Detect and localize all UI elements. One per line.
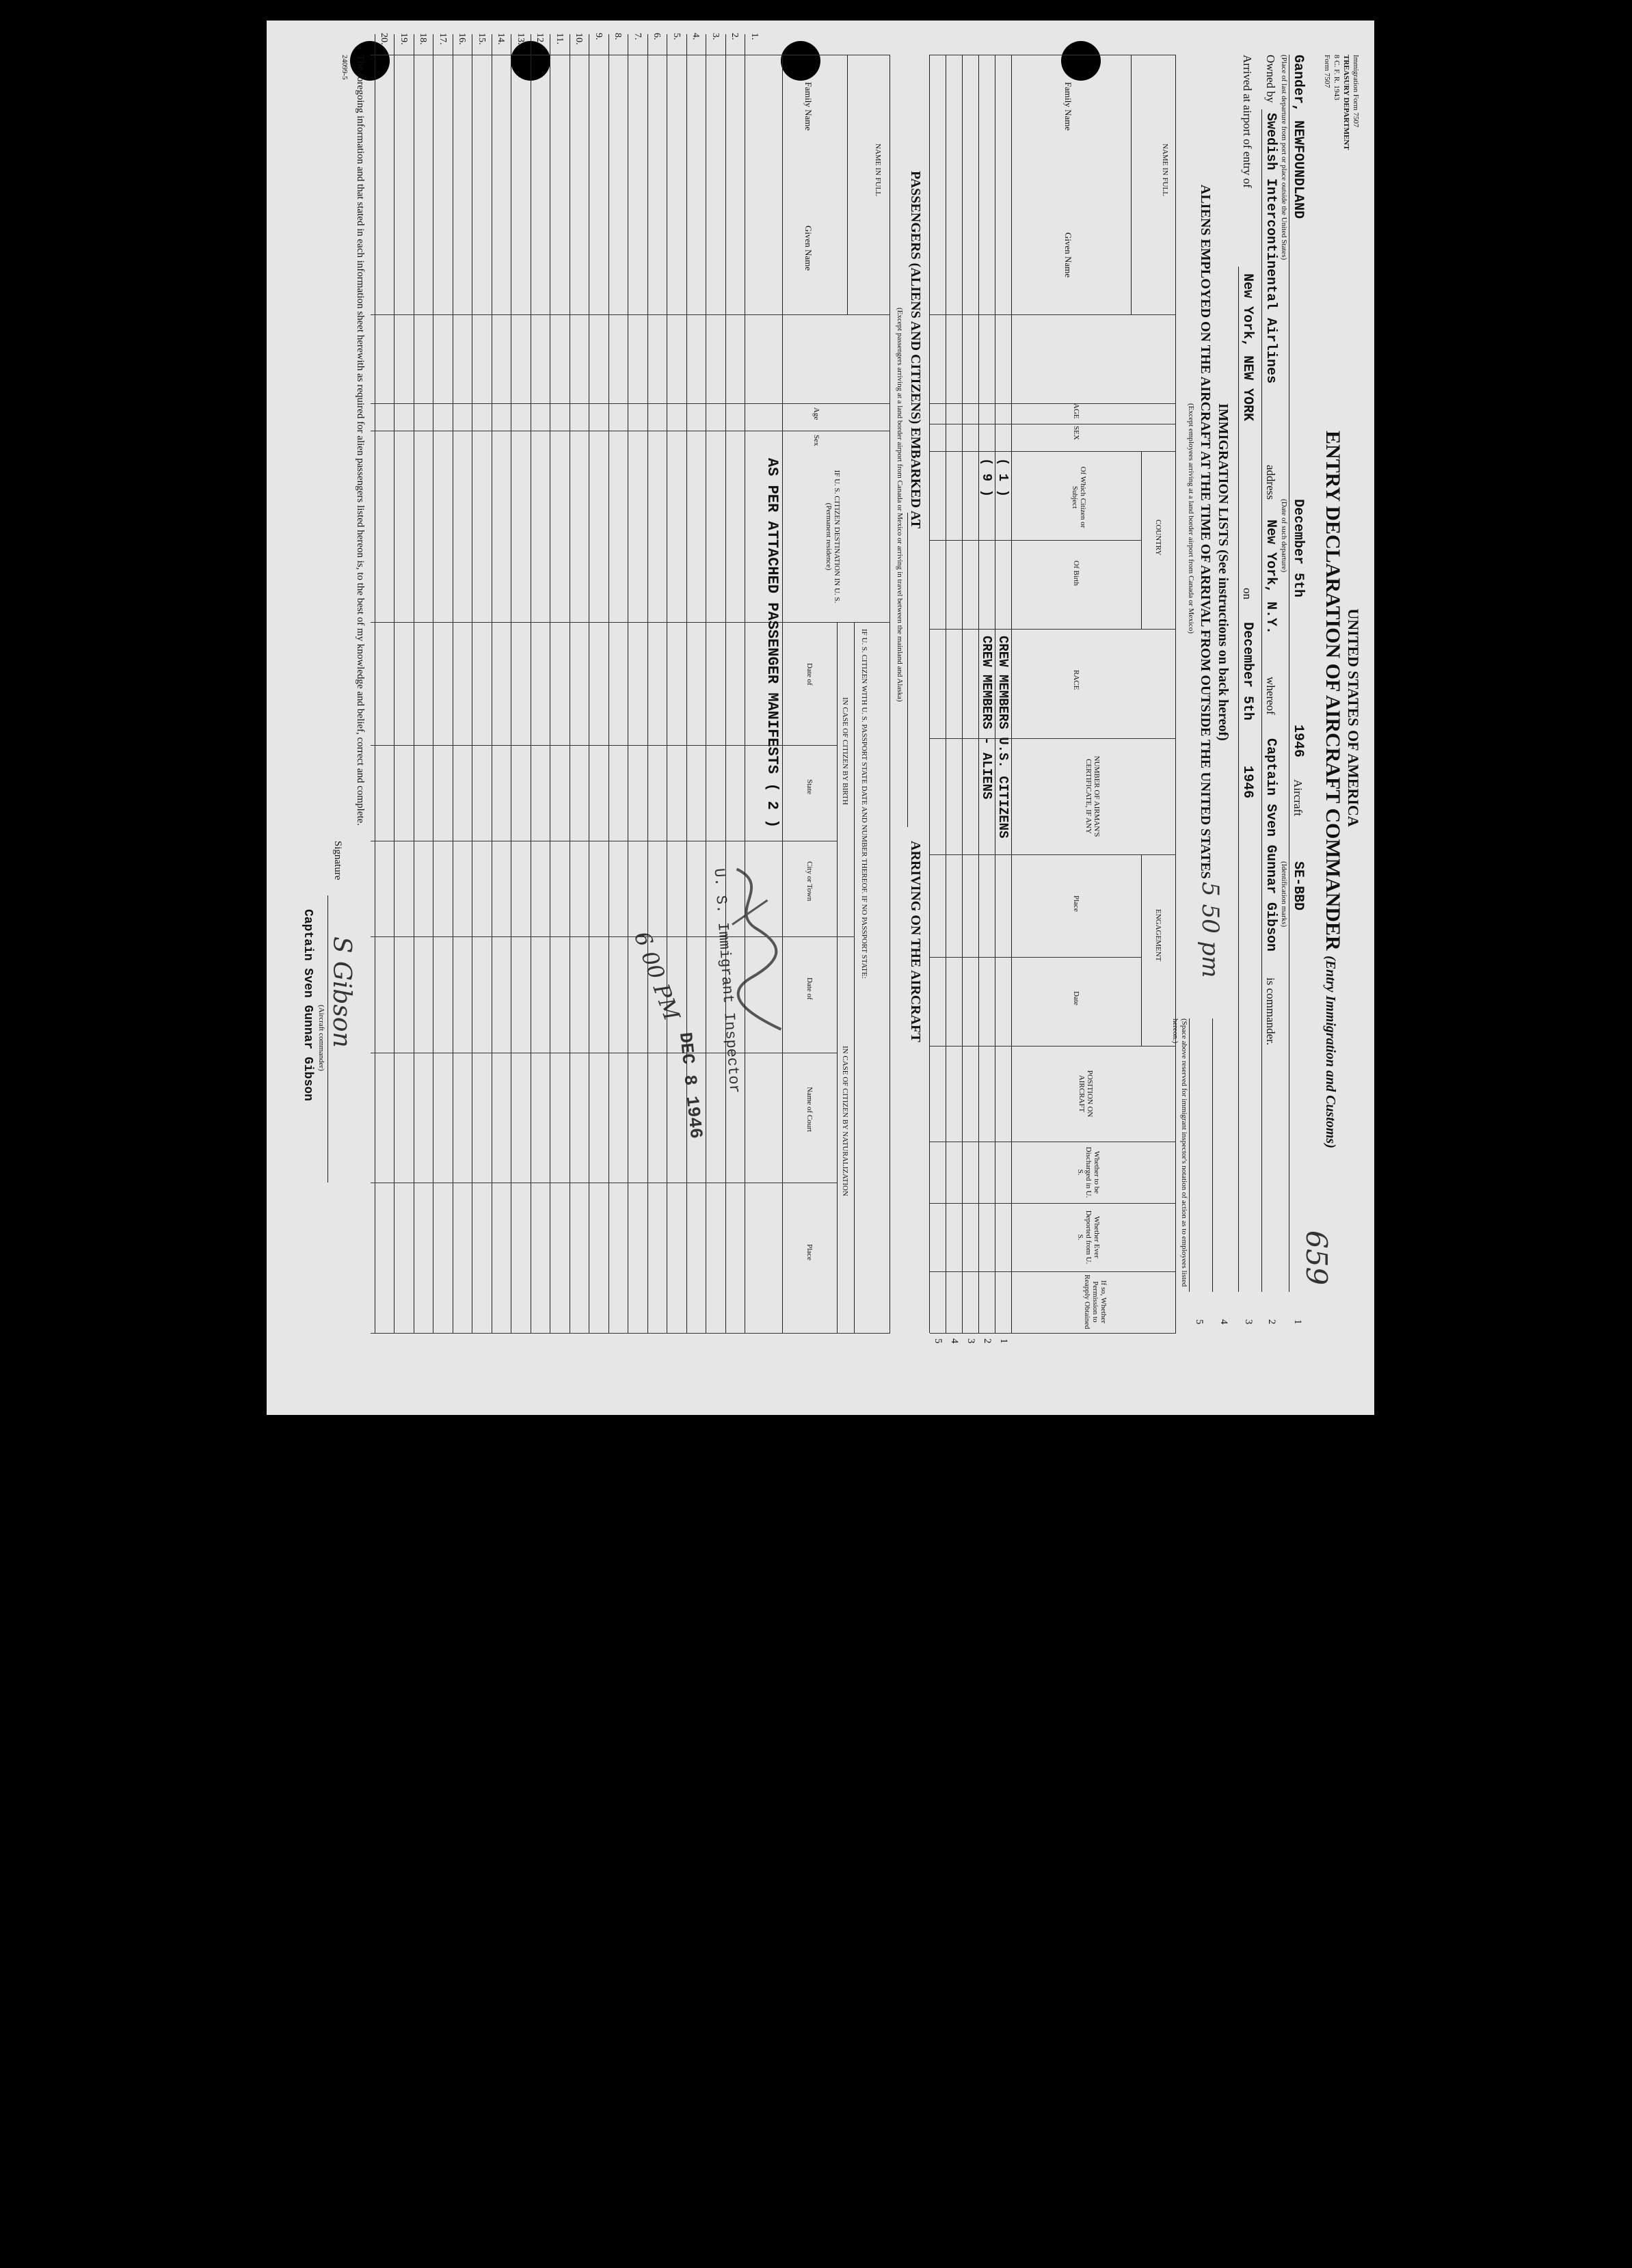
- passenger-row-line: [433, 34, 434, 1333]
- line-number: 5: [933, 1338, 944, 1344]
- passenger-col-by-naturalization: IN CASE OF CITIZEN BY NATURALIZATION: [841, 1046, 849, 1196]
- owner: Swedish Intercontinental Airlines: [1263, 113, 1279, 384]
- crew-col-race: RACE: [1072, 670, 1080, 690]
- entry-declaration-form: [267, 21, 1374, 1415]
- title-country: UNITED STATES OF AMERICA: [1345, 608, 1362, 827]
- inspector-stamp-date: DEC 8 1946: [674, 1031, 707, 1140]
- form-id-line: TREASURY DEPARTMENT: [1342, 55, 1350, 150]
- line-number: 5: [1194, 1319, 1205, 1325]
- crew-col-date: Date: [1072, 991, 1080, 1005]
- passenger-row-number: 19.: [399, 33, 409, 45]
- inspector-stamp: U. S. Immigrant Inspector: [710, 867, 743, 1094]
- passenger-col-age: Age: [812, 407, 820, 420]
- passenger-row-line: [608, 34, 609, 1333]
- passenger-row-number: 13.: [516, 33, 526, 45]
- passenger-row-number: 11.: [554, 33, 565, 44]
- aircraft-marks-caption: (Identification marks): [1280, 861, 1288, 928]
- crew-col-given-name: Given Name: [1063, 232, 1073, 278]
- passenger-row-number: 17.: [438, 33, 448, 45]
- line-number: 4: [949, 1338, 960, 1344]
- arrival-date: December 5th: [1240, 622, 1255, 721]
- address-label: address: [1264, 465, 1277, 500]
- passenger-row-line: [706, 34, 707, 1333]
- passenger-col-state: State: [805, 779, 814, 794]
- owner-address: New York, N.Y.: [1263, 519, 1279, 635]
- passenger-col-date-of-2: Date of: [805, 977, 814, 1000]
- crew-entry-count: ( 1 ): [995, 458, 1011, 498]
- departure-place-caption: (Place of last departure from port or place outside the United States): [1280, 55, 1288, 260]
- on-label: on: [1241, 588, 1254, 599]
- passenger-row-number: 10.: [574, 33, 585, 45]
- punch-hole: [781, 41, 820, 81]
- commander-name: Captain Sven Gunnar Gibson: [1263, 738, 1279, 952]
- arrival-port: New York, NEW YORK: [1240, 273, 1255, 422]
- line-number: 2: [982, 1338, 993, 1344]
- passenger-row-number: 8.: [613, 33, 624, 40]
- arrived-label: Arrived at airport of entry of: [1241, 55, 1254, 188]
- passenger-col-destination: IF U. S. CITIZEN DESTINATION IN U. S. (Permanent residence): [825, 470, 841, 604]
- document-sheet: [267, 21, 1374, 1415]
- form-id-line: 8 C. F. R. 1943: [1333, 55, 1341, 100]
- passenger-row-line: [511, 34, 512, 1333]
- crew-col-engagement: ENGAGEMENT: [1154, 909, 1162, 962]
- passenger-row-line: [686, 34, 687, 1333]
- departure-date: December 5th: [1290, 499, 1306, 598]
- punch-hole: [1061, 41, 1101, 81]
- form-id-line: Form 7507: [1323, 55, 1331, 88]
- crew-col-place: Place: [1072, 895, 1080, 912]
- crew-col-citizen-of: Of Which Citizen or Subject: [1071, 466, 1087, 528]
- aircraft-marks: SE-BBD: [1290, 861, 1306, 911]
- crew-entry-text: CREW MEMBERS - ALIENS: [979, 636, 994, 800]
- passenger-col-family-name: Family Name: [803, 82, 814, 131]
- passenger-row-line: [394, 34, 395, 1333]
- passenger-row-number: 18.: [418, 33, 429, 45]
- passenger-row-number: 9.: [593, 33, 604, 40]
- line-number: 2: [1266, 1319, 1277, 1325]
- passenger-row-number: 7.: [632, 33, 643, 40]
- form-id-line: Immigration Form 7507: [1352, 55, 1360, 128]
- passenger-row-line: [725, 34, 726, 1333]
- typed-signature: Captain Sven Gunnar Gibson: [301, 909, 315, 1101]
- aliens-section-title: ALIENS EMPLOYED ON THE AIRCRAFT AT THE TIME OF ARRIVAL FROM OUTSIDE THE UNITED STATES: [1198, 185, 1213, 879]
- passenger-row-number: 20.: [379, 33, 390, 45]
- passenger-row-number: 14.: [496, 33, 507, 45]
- crew-col-name-in-full: NAME IN FULL: [1161, 144, 1169, 196]
- arrival-year: 1946: [1240, 766, 1255, 799]
- passenger-col-sex: Sex: [812, 435, 820, 446]
- passenger-col-city: City or Town: [805, 861, 814, 902]
- aircraft-label: Aircraft: [1292, 779, 1305, 816]
- certification-text: The foregoing information and that stated in each information sheet herewith as required for alien passengers listed hereon is, to the best of my knowledge and belief, correct and complete.: [355, 55, 366, 826]
- departure-place: Gander, NEWFOUNDLAND: [1290, 55, 1306, 219]
- page-title: ENTRY DECLARATION OF AIRCRAFT COMMANDER (Entry Immigration and Customs): [1322, 431, 1344, 1148]
- passenger-row-number: 3.: [710, 33, 721, 40]
- inspector-space-caption: (Space above reserved for immigrant inspector's notation of action as to employees listed hereon.): [1171, 1018, 1188, 1287]
- aliens-section-note: (Except employees arriving at a land border airport from Canada or Mexico): [1187, 403, 1195, 634]
- passenger-col-name-in-full: NAME IN FULL: [874, 144, 882, 196]
- passenger-row-line: [589, 34, 590, 1333]
- crew-col-age: AGE: [1072, 403, 1080, 419]
- passenger-row-number: 2.: [730, 33, 740, 40]
- passenger-row-line: [647, 34, 648, 1333]
- passenger-col-date-of: Date of: [805, 663, 814, 686]
- crew-col-of-birth: Of Birth: [1072, 561, 1080, 586]
- line-number: 1: [1292, 1319, 1303, 1325]
- line-number: 4: [1218, 1319, 1229, 1325]
- passenger-manifest-entry: AS PER ATTACHED PASSENGER MANIFESTS ( 2 ): [764, 458, 781, 828]
- document-number: 659: [1300, 1230, 1333, 1286]
- immigration-lists-heading: IMMIGRATION LISTS (See instructions on back hereof): [1216, 403, 1231, 741]
- crew-col-family-name: Family Name: [1063, 82, 1073, 131]
- line-number: 3: [965, 1338, 976, 1344]
- passenger-row-number: 6.: [652, 33, 663, 40]
- crew-entry-text: CREW MEMBERS U.S. CITIZENS: [995, 636, 1011, 839]
- passenger-row-line: [472, 34, 473, 1333]
- passenger-row-number: 15.: [477, 33, 487, 45]
- passenger-col-given-name: Given Name: [803, 226, 814, 271]
- crew-col-sex: SEX: [1072, 426, 1080, 440]
- departure-date-caption: (Date of such departure): [1280, 499, 1288, 573]
- crew-col-country: COUNTRY: [1154, 519, 1162, 556]
- handwritten-arrival-time: 5 50 pm: [1196, 882, 1224, 978]
- crew-col-discharged: Whether to be Discharged in U. S.: [1076, 1146, 1101, 1198]
- passenger-row-number: 4.: [691, 33, 701, 40]
- passenger-col-by-birth: IN CASE OF CITIZEN BY BIRTH: [841, 697, 849, 805]
- passenger-col-passport-note: IF U. S. CITIZEN WITH U. S. PASSPORT STATE DATE AND NUMBER THEREOF. IF NO PASSPORT STATE:: [860, 629, 868, 979]
- print-code: 24099-5: [340, 55, 349, 80]
- line-number: 1: [998, 1338, 1009, 1344]
- passenger-row-line: [745, 34, 746, 1333]
- signature-caption: (Aircraft commander): [317, 1005, 325, 1071]
- passengers-section-note: (Except passengers arriving at a land border airport from Canada or Mexico or arriving in travel between the mainland and Alaska): [896, 308, 904, 702]
- crew-col-position: POSITION ON AIRCRAFT: [1078, 1070, 1094, 1118]
- passenger-row-number: 12.: [535, 33, 546, 45]
- crew-col-airman-cert: NUMBER OF AIRMAN'S CERTIFICATE, IF ANY: [1084, 755, 1101, 837]
- crew-entry-count: ( 9 ): [979, 458, 994, 498]
- crew-col-permission: If so, Whether Permission to Reapply Obtained: [1083, 1274, 1108, 1329]
- passenger-row-line: [667, 34, 668, 1333]
- passenger-row-number: 16.: [457, 33, 468, 45]
- line-number: 3: [1243, 1319, 1254, 1325]
- passenger-col-court: Name of Court: [805, 1087, 814, 1132]
- signature-label: Signature: [332, 841, 343, 880]
- passenger-row-line: [550, 34, 551, 1333]
- passenger-row-number: 1.: [749, 33, 760, 40]
- departure-year: 1946: [1290, 725, 1306, 758]
- commander-signature: S Gibson: [327, 936, 356, 1048]
- passengers-section-title: PASSENGERS (ALIENS AND CITIZENS) EMBARKED AT: [908, 171, 923, 529]
- passengers-section-title-2: ARRIVING ON THE AIRCRAFT: [908, 841, 923, 1042]
- owned-by-label: Owned by: [1264, 55, 1277, 103]
- is-commander-label: is commander.: [1264, 977, 1277, 1046]
- passenger-row-line: [628, 34, 629, 1333]
- whereof-label: whereof: [1264, 677, 1277, 715]
- passenger-col-place: Place: [805, 1244, 814, 1260]
- crew-col-deported: Whether Ever Deported from U. S.: [1076, 1210, 1101, 1265]
- handwritten-inspection-time: 6 00 PM: [628, 928, 686, 1025]
- passenger-row-number: 5.: [671, 33, 682, 40]
